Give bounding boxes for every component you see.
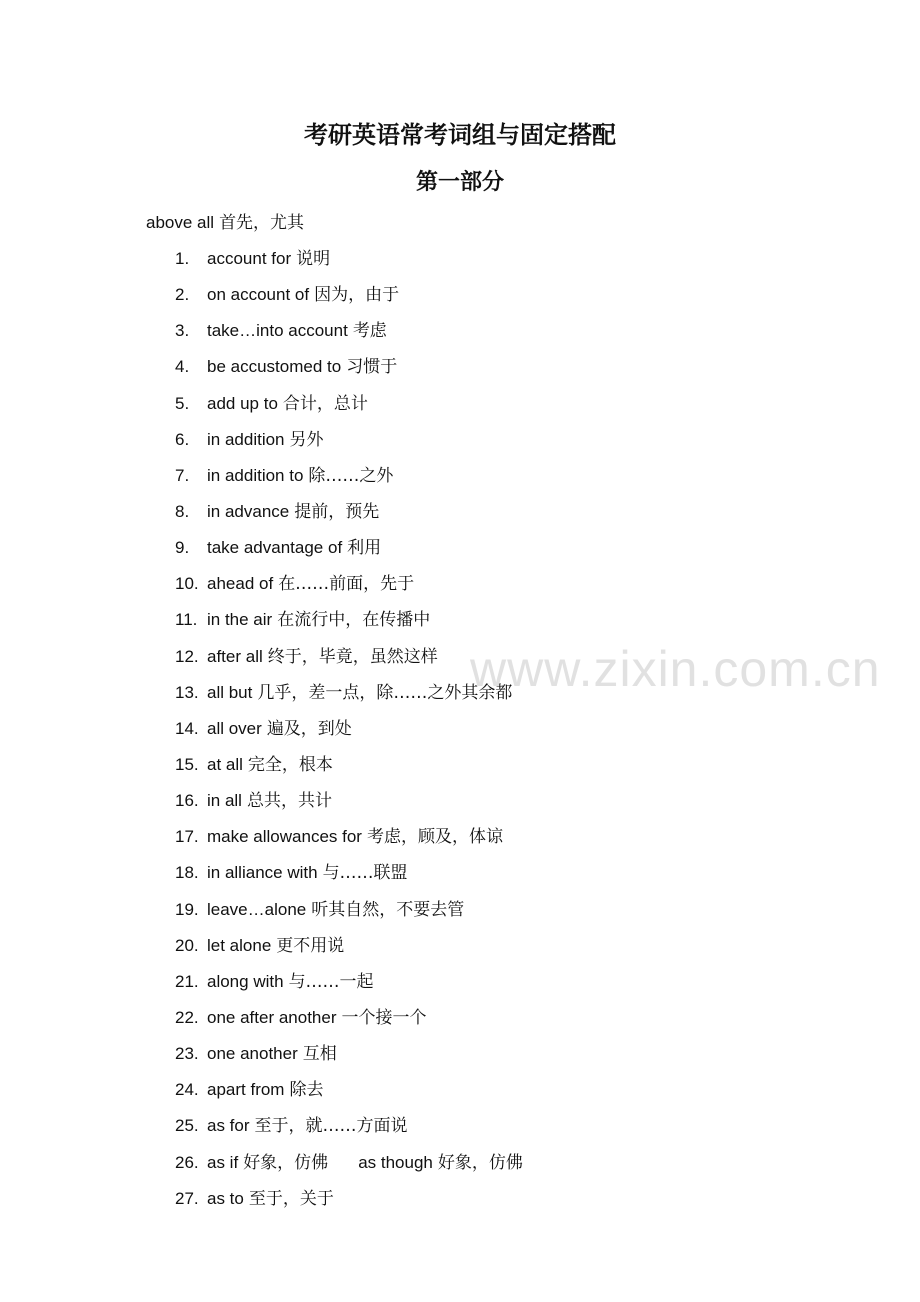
phrase-entry xyxy=(175,281,523,317)
phrase-entry xyxy=(175,426,523,462)
entry-chinese-alt: 好象，仿佛 xyxy=(437,1152,523,1173)
entry-number: 19. xyxy=(175,899,199,919)
entry-chinese: 考虑，顾及，体谅 xyxy=(366,827,503,848)
document-title: 考研英语常考词组与固定搭配 xyxy=(304,121,616,149)
entry-number: 13. xyxy=(175,682,199,702)
entry-english: after all xyxy=(207,646,263,666)
entry-english: be accustomed to xyxy=(207,357,342,377)
phrase-entry xyxy=(175,498,523,534)
phrase-entry xyxy=(175,353,523,389)
entry-english: make allowances for xyxy=(207,827,362,847)
entry-chinese: 除去 xyxy=(289,1080,324,1101)
entry-english: all but xyxy=(207,682,253,702)
entry-chinese: 终于，毕竟，虽然这样 xyxy=(267,646,438,667)
phrase-entry xyxy=(175,570,523,606)
entry-number: 10. xyxy=(175,574,199,594)
entry-english: let alone xyxy=(207,935,272,955)
phrase-entry xyxy=(175,715,523,751)
entry-number: 11. xyxy=(175,610,198,630)
entry-english: as for xyxy=(207,1116,250,1136)
entry-chinese: 至于，关于 xyxy=(248,1188,334,1209)
entry-english: in the air xyxy=(207,610,273,630)
entry-chinese: 几乎，差一点，除……之外其余都 xyxy=(257,682,513,703)
entry-english: along with xyxy=(207,971,284,991)
entry-chinese: 合计，总计 xyxy=(282,393,368,414)
entry-chinese: 与……一起 xyxy=(288,971,374,992)
entry-number: 24. xyxy=(175,1080,199,1100)
entry-english: ahead of xyxy=(207,574,274,594)
entry-number: 26. xyxy=(175,1152,199,1172)
phrase-entry xyxy=(175,896,523,932)
entry-english: in addition to xyxy=(207,465,304,485)
entry-chinese: 因为，由于 xyxy=(314,285,400,306)
entry-english: apart from xyxy=(207,1080,285,1100)
section-heading: 第一部分 xyxy=(415,170,504,195)
intro-phrase xyxy=(146,209,304,237)
entry-chinese: 总共，共计 xyxy=(246,791,332,812)
entry-number: 23. xyxy=(175,1044,199,1064)
entry-chinese: 另外 xyxy=(289,429,324,450)
entry-chinese: 更不用说 xyxy=(276,935,345,956)
entry-english: one after another xyxy=(207,1007,337,1027)
entry-english: on account of xyxy=(207,285,310,305)
intro-phrase-chinese: 首先，尤其 xyxy=(219,213,305,233)
entry-number: 2. xyxy=(175,285,190,305)
entry-english: in advance xyxy=(207,501,290,521)
phrase-entry xyxy=(175,390,523,426)
entry-chinese: 一个接一个 xyxy=(341,1007,427,1028)
entry-number: 5. xyxy=(175,393,190,413)
entry-english: account for xyxy=(207,249,292,268)
entry-english: in all xyxy=(207,791,242,811)
phrase-entry xyxy=(175,1076,523,1112)
entry-number: 8. xyxy=(175,501,190,521)
phrase-entry xyxy=(175,317,523,353)
entry-number: 6. xyxy=(175,429,190,449)
phrase-entry xyxy=(175,1040,523,1076)
entry-chinese: 至于，就……方面说 xyxy=(254,1116,408,1137)
entry-number: 17. xyxy=(175,827,199,847)
entry-english-alt: as though xyxy=(358,1152,433,1172)
entry-chinese: 说明 xyxy=(296,249,331,269)
phrase-entry xyxy=(175,823,523,859)
entry-chinese: 习惯于 xyxy=(346,357,398,378)
entry-chinese: 提前，预先 xyxy=(294,501,380,522)
phrase-entry xyxy=(175,787,523,823)
entry-chinese: 除……之外 xyxy=(308,465,394,486)
entry-english: in addition xyxy=(207,429,285,449)
entry-chinese: 考虑 xyxy=(352,321,387,342)
phrase-entry xyxy=(175,751,523,787)
phrase-entry xyxy=(175,1112,523,1148)
entry-chinese: 互相 xyxy=(302,1044,337,1065)
entry-number: 9. xyxy=(175,538,190,558)
entry-number: 15. xyxy=(175,754,199,774)
entry-number: 12. xyxy=(175,646,199,666)
entry-number: 14. xyxy=(175,718,199,738)
phrase-entry xyxy=(175,968,523,1004)
phrase-entry xyxy=(175,534,523,570)
entry-chinese: 在流行中，在传播中 xyxy=(277,610,431,631)
entry-number: 25. xyxy=(175,1116,199,1136)
intro-phrase-english: above all xyxy=(146,213,215,232)
phrase-entry xyxy=(175,245,523,281)
entry-chinese: 完全，根本 xyxy=(247,754,333,775)
phrase-entry xyxy=(175,932,523,968)
entry-english: as to xyxy=(207,1188,244,1208)
phrase-entry xyxy=(175,643,523,679)
entry-english: one another xyxy=(207,1044,298,1064)
entry-chinese: 遍及，到处 xyxy=(266,718,352,739)
entry-english: in alliance with xyxy=(207,863,318,883)
phrase-entry xyxy=(175,606,523,642)
entry-number: 7. xyxy=(175,465,190,485)
entry-english: all over xyxy=(207,718,262,738)
phrase-entry xyxy=(175,1004,523,1040)
phrase-entry xyxy=(175,462,523,498)
entry-english: take…into account xyxy=(207,321,348,341)
entry-chinese: 利用 xyxy=(347,538,382,559)
entry-english: add up to xyxy=(207,393,278,413)
phrase-entry xyxy=(175,679,523,715)
entry-english: at all xyxy=(207,754,243,774)
entry-number: 16. xyxy=(175,791,199,811)
entry-english: as if xyxy=(207,1152,239,1172)
entry-chinese: 好象，仿佛 xyxy=(243,1152,329,1173)
entry-number: 27. xyxy=(175,1188,199,1208)
entry-chinese: 听其自然，不要去管 xyxy=(311,899,465,920)
entry-english: leave…alone xyxy=(207,899,307,919)
phrase-entry xyxy=(175,859,523,895)
entry-number: 22. xyxy=(175,1007,199,1027)
entry-chinese: 在……前面，先于 xyxy=(278,574,415,595)
entry-number: 18. xyxy=(175,863,199,883)
watermark-text: www.zixin.com.cn xyxy=(470,641,881,697)
entry-number: 21. xyxy=(175,971,199,991)
phrase-entry xyxy=(175,1149,523,1185)
entry-number: 20. xyxy=(175,935,199,955)
entry-chinese: 与……联盟 xyxy=(322,863,408,884)
entry-number: 3. xyxy=(175,321,190,341)
phrase-entry xyxy=(175,1185,523,1221)
entry-english: take advantage of xyxy=(207,538,343,558)
entry-number: 1. xyxy=(175,249,190,268)
phrase-list xyxy=(175,245,523,1221)
entry-number: 4. xyxy=(175,357,190,377)
